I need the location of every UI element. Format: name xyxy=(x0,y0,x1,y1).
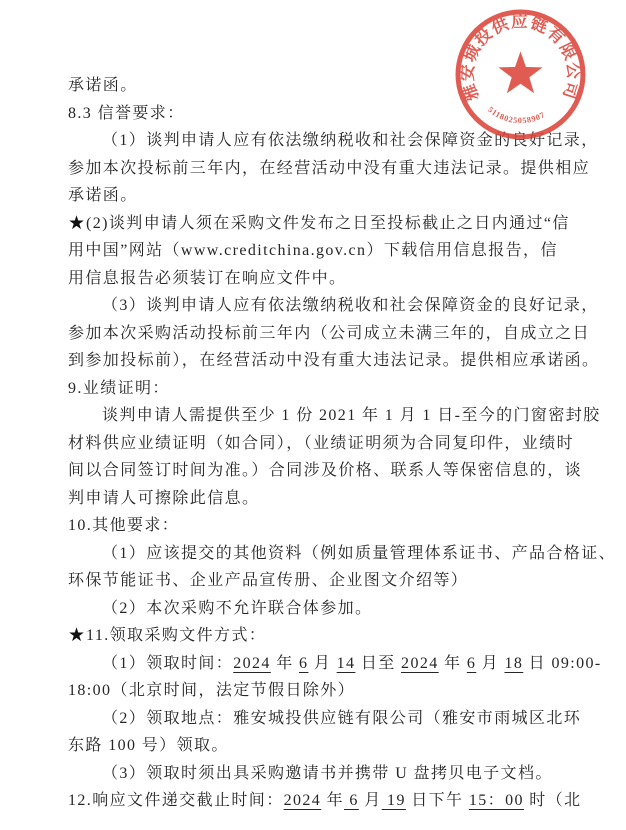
text-segment: 间以合同签订时间为准。）合同涉及价格、联系人等保密信息的，谈 xyxy=(68,462,583,479)
text-line xyxy=(68,292,608,320)
text-segment: 18:00（北京时间，法定节假日除外） xyxy=(68,682,356,699)
text-line xyxy=(68,650,608,678)
text-segment: 参加本次投标前三年内，在经营活动中没有重大违法记录。提供相应 xyxy=(68,159,591,177)
text-segment: （2）本次采购不允许联合体参加。 xyxy=(102,599,373,617)
star-icon: ★ xyxy=(68,624,86,646)
underlined-field: 2024 xyxy=(233,654,271,672)
text-segment: 用中国”网站（www.creditchina.gov.cn）下载信用信息报告，信 xyxy=(68,242,558,259)
underlined-field: 14 xyxy=(336,654,356,672)
text-line xyxy=(68,402,608,430)
text-line xyxy=(68,595,608,623)
text-line xyxy=(68,155,608,183)
underlined-field: 2024 xyxy=(401,654,439,672)
text-line xyxy=(68,677,608,705)
text-line xyxy=(68,760,608,788)
text-segment: 承诺函。 xyxy=(68,77,138,94)
text-line xyxy=(68,210,608,238)
text-line xyxy=(68,375,608,403)
text-segment: 年 xyxy=(270,654,300,672)
text-line xyxy=(68,182,608,210)
text-segment: 到参加投标前），在经营活动中没有重大违法记录。提供相应承诺函。 xyxy=(68,352,600,369)
text-segment: 月 xyxy=(308,654,337,672)
text-segment: 8.3 信誉要求： xyxy=(68,104,185,122)
text-line xyxy=(68,485,608,513)
text-segment: 日至 xyxy=(355,654,402,672)
text-segment: 用信息报告必须装订在响应文件中。 xyxy=(68,269,347,287)
underlined-field: 6 xyxy=(344,792,359,809)
text-segment: 谈判申请人需提供至少 1 份 2021 年 1 月 1 日-至今的门窗密封胶 xyxy=(102,407,601,424)
text-segment: (2)谈判申请人须在采购文件发布之日至投标截止之日内通过“信 xyxy=(86,214,570,232)
text-line xyxy=(68,265,608,293)
text-line xyxy=(68,430,608,458)
text-segment: 环保节能证书、企业产品宣传册、企业图文介绍等） xyxy=(68,572,469,589)
text-segment: （3）领取时须出具采购邀请书并携带 U 盘拷贝电子文档。 xyxy=(102,764,553,782)
text-segment: （1）应该提交的其他资料（例如质量管理体系证书、产品合格证、 xyxy=(102,544,617,562)
text-segment: 日下午 xyxy=(405,792,469,809)
text-segment: 年 xyxy=(438,654,467,672)
text-segment: 月 xyxy=(476,654,505,672)
text-segment: 时（北 xyxy=(523,792,582,809)
star-icon xyxy=(498,51,542,93)
text-line xyxy=(68,540,617,568)
text-segment: 月 xyxy=(358,792,382,809)
star-icon: ★ xyxy=(68,211,86,234)
text-segment: （1）领取时间： xyxy=(102,654,234,672)
underlined-field: 18 xyxy=(504,654,524,672)
seal-company-name: 雅安城投供应链有限公司 xyxy=(457,12,584,104)
underlined-field: 2024 xyxy=(283,792,322,809)
text-segment: 11.领取采购文件方式： xyxy=(86,627,267,644)
text-line xyxy=(68,622,608,650)
text-segment: 判申请人可擦除此信息。 xyxy=(68,489,260,507)
text-segment: （1）谈判申请人应有依法缴纳税收和社会保障资金的良好记录， xyxy=(102,132,599,149)
text-line xyxy=(68,512,608,540)
text-line xyxy=(68,705,608,733)
text-segment: 材料供应业绩证明（如合同），（业绩证明须为合同复印件，业绩时 xyxy=(68,434,575,452)
text-line xyxy=(68,732,608,760)
text-segment: 参加本次采购活动投标前三年内（公司成立未满三年的，自成立之日 xyxy=(68,324,591,342)
text-segment: 12.响应文件递交截止时间： xyxy=(68,792,284,809)
company-seal xyxy=(454,8,587,141)
document-body xyxy=(68,72,617,815)
text-segment: 年 xyxy=(321,792,345,809)
seal-serial-number: 5118025058907 xyxy=(486,104,547,126)
text-segment: 东路 100 号）领取。 xyxy=(68,737,229,754)
text-segment: （2）领取地点：雅安城投供应链有限公司（雅安市雨城区北环 xyxy=(102,709,582,727)
text-line xyxy=(68,237,608,265)
text-line xyxy=(68,457,608,485)
text-line xyxy=(68,347,608,375)
underlined-field: 15：00 xyxy=(468,792,524,809)
underlined-field: 19 xyxy=(381,792,406,809)
text-line xyxy=(68,787,608,815)
text-line xyxy=(68,567,608,595)
underlined-field: 6 xyxy=(299,654,309,672)
text-segment: （3）谈判申请人应有依法缴纳税收和社会保障资金的良好记录， xyxy=(102,297,599,314)
text-segment: 9.业绩证明： xyxy=(68,379,170,397)
text-segment: 承诺函。 xyxy=(68,187,138,204)
text-segment: 10.其他要求： xyxy=(68,517,180,534)
text-line xyxy=(68,320,608,348)
text-segment: 日 09:00- xyxy=(523,654,602,672)
underlined-field: 6 xyxy=(466,654,477,672)
